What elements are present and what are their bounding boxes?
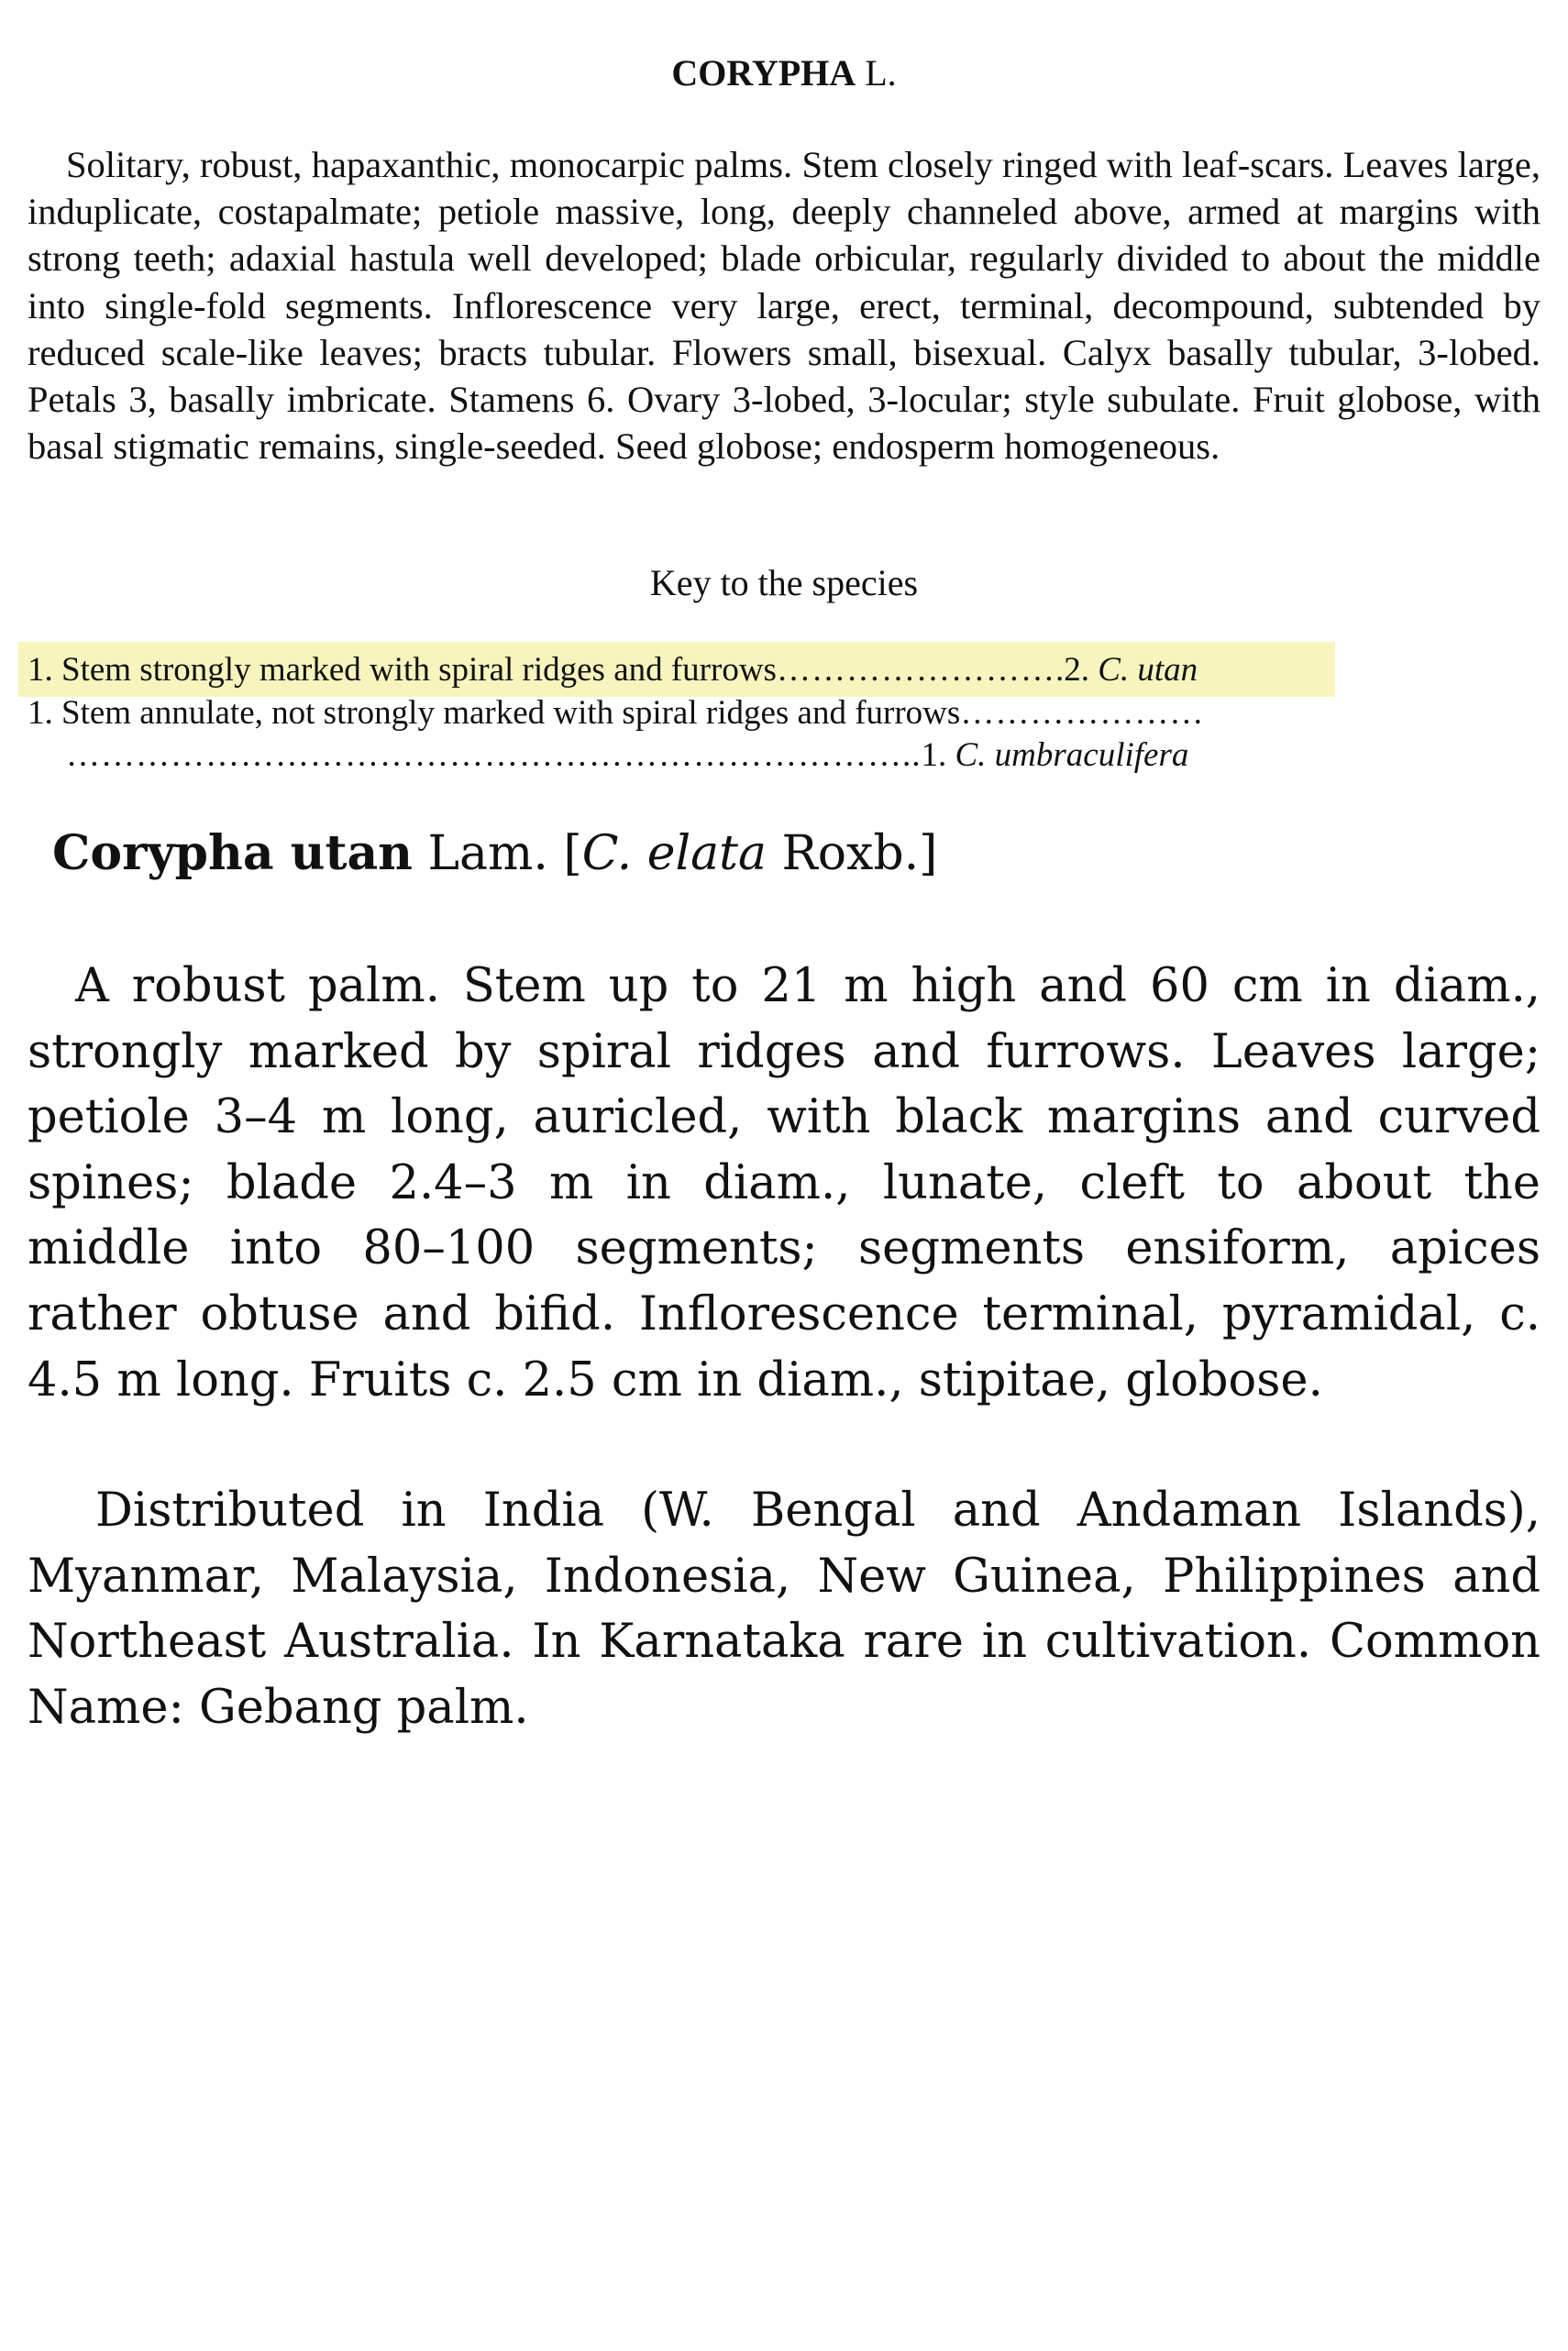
species-name: Corypha utan xyxy=(52,825,413,881)
species-author: Lam. xyxy=(427,826,548,881)
key-lead-1-taxon: C. utan xyxy=(1098,651,1198,689)
key-lead-2-text: 1. Stem annulate, not strongly marked with spiral ridges and furrows xyxy=(28,694,961,732)
key-lead-2-dots-continued: ……………………………………………………………….. xyxy=(66,736,922,774)
key-lead-2-continuation xyxy=(66,734,1188,777)
species-description: A robust palm. Stem up to 21 m high and 60 cm in diam., strongly marked by spiral ridges and furrows. Leaves large; petiole 3–4 m long, auricled, with black margins and curved spines; blade 2.4–3 m in diam., lunate, cleft to about the middle into 80–100 segments; segments ensiform, apices rather obtuse and bifid. Inflorescence terminal, pyramidal, c. 4.5 m long. Fruits c. 2.5 cm in diam., stipitae, globose. xyxy=(28,959,1540,1407)
species-distribution: Distributed in India (W. Bengal and Andaman Islands), Myanmar, Malaysia, Indonesia, New Guinea, Philippines and Northeast Australia. In Karnataka rare in cultivation. Common Name: Gebang palm. xyxy=(28,1484,1540,1735)
key-lead-1-text: 1. Stem strongly marked with spiral ridges and furrows xyxy=(28,651,777,689)
genus-author: L. xyxy=(865,52,897,94)
synonym-bracket: [ xyxy=(563,826,582,881)
synonym-author: Roxb.] xyxy=(781,826,938,881)
species-heading xyxy=(52,823,937,884)
synonym-name: C. elata xyxy=(581,826,767,881)
key-lead-2-number: 1. xyxy=(921,736,947,774)
key-lead-1 xyxy=(28,649,1198,691)
genus-name: CORYPHA xyxy=(671,52,856,94)
key-lead-2-dots: ………………… xyxy=(960,694,1205,732)
key-lead-1-number: .2. xyxy=(1055,651,1089,689)
genus-title xyxy=(0,48,1568,99)
key-lead-1-dots: …………………… xyxy=(776,651,1055,689)
genus-description: Solitary, robust, hapaxanthic, monocarpic palms. Stem closely ringed with leaf-scars. Leaves large, induplicate, costapalmate; petiole massive, long, deeply channeled above, armed at margins with strong teeth; adaxial hastula well developed; blade orbicular, regularly divided to about the middle into single-fold segments. Inflorescence very large, erect, terminal, decompound, subtended by reduced scale-like leaves; bracts tubular. Flowers small, bisexual. Calyx basally tubular, 3-lobed. Petals 3, basally imbricate. Stamens 6. Ovary 3-lobed, 3-locular; style subulate. Fruit globose, with basal stigmatic remains, single-seeded. Seed globose; endosperm homogeneous. xyxy=(28,144,1540,468)
key-lead-2 xyxy=(28,692,1204,734)
key-title: Key to the species xyxy=(649,562,919,603)
key-lead-2-taxon: C. umbraculifera xyxy=(955,736,1189,774)
